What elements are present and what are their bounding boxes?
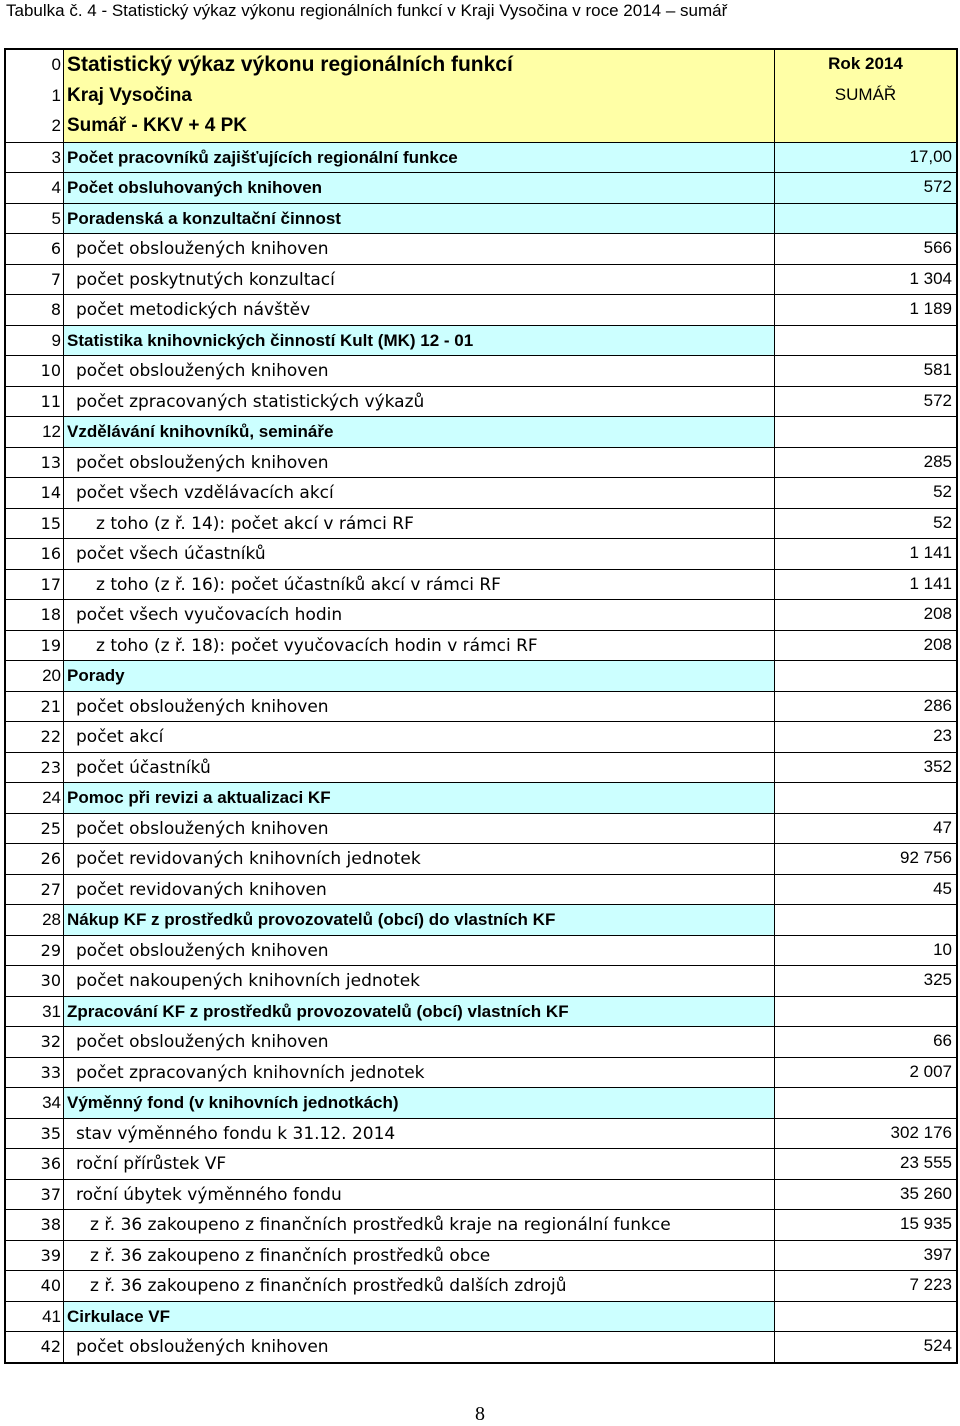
table-row [6, 904, 956, 935]
row-label: počet všech účastníků [76, 544, 266, 564]
table-row [6, 416, 956, 447]
table-row [6, 508, 956, 539]
row-value: 2 007 [774, 1058, 956, 1088]
table-row [6, 81, 956, 112]
row-value: 7 223 [774, 1271, 956, 1301]
table-row [6, 386, 956, 417]
row-number: 31 [6, 997, 64, 1027]
row-value: 1 304 [774, 265, 956, 295]
row-label: počet revidovaných knihoven [76, 879, 327, 900]
row-number: 1 [6, 81, 64, 112]
row-number: 35 [6, 1119, 64, 1149]
row-value [774, 783, 956, 813]
row-label: z ř. 36 zakoupeno z finančních prostředků dalších zdrojů [90, 1276, 567, 1296]
table-row [6, 1087, 956, 1118]
row-number: 38 [6, 1210, 64, 1240]
table-row [6, 477, 956, 508]
row-value: 23 555 [774, 1149, 956, 1179]
row-number: 15 [6, 509, 64, 539]
row-number: 6 [6, 234, 64, 264]
table-row [6, 996, 956, 1027]
row-label: počet nakoupených knihovních jednotek [76, 971, 421, 991]
row-value: 572 [774, 173, 956, 203]
row-label: Výměnný fond (v knihovních jednotkách) [64, 1088, 774, 1118]
table-row [6, 1148, 956, 1179]
table-row [6, 1179, 956, 1210]
row-value: 52 [774, 478, 956, 508]
row-number: 32 [6, 1027, 64, 1057]
row-label: počet všech vzdělávacích akcí [76, 483, 334, 503]
row-value: 572 [774, 387, 956, 417]
row-number: 2 [6, 111, 64, 142]
row-number: 36 [6, 1149, 64, 1179]
row-value: 92 756 [774, 844, 956, 874]
row-label: počet obsloužených knihoven [76, 818, 329, 839]
row-number: 30 [6, 966, 64, 996]
row-label: Počet pracovníků zajišťujících regionální funkce [64, 143, 774, 173]
row-value: 10 [774, 936, 956, 966]
row-label: roční přírůstek VF [76, 1154, 227, 1174]
row-value: 17,00 [774, 143, 956, 173]
row-value: 35 260 [774, 1180, 956, 1210]
row-number: 7 [6, 265, 64, 295]
table-row [6, 203, 956, 234]
row-label: počet metodických návštěv [76, 300, 311, 320]
row-number: 42 [6, 1332, 64, 1362]
row-number: 19 [6, 631, 64, 661]
table-row [6, 874, 956, 905]
statistics-table [4, 48, 958, 1364]
table-row [6, 1057, 956, 1088]
table-row [6, 660, 956, 691]
row-label: Nákup KF z prostředků provozovatelů (obcí) do vlastních KF [64, 905, 774, 935]
row-number: 3 [6, 143, 64, 173]
row-label: počet obsloužených knihoven [76, 940, 329, 961]
row-number: 27 [6, 875, 64, 905]
row-number: 8 [6, 295, 64, 325]
row-number: 39 [6, 1241, 64, 1271]
row-value: 1 141 [774, 570, 956, 600]
table-row [6, 569, 956, 600]
table-row [6, 264, 956, 295]
row-number: 18 [6, 600, 64, 630]
table-row [6, 752, 956, 783]
table-row [6, 721, 956, 752]
table-row [6, 538, 956, 569]
table-row [6, 1270, 956, 1301]
row-number: 12 [6, 417, 64, 447]
row-label: stav výměnného fondu k 31.12. 2014 [76, 1123, 396, 1144]
row-label: Statistika knihovnických činností Kult (MK) 12 - 01 [64, 326, 774, 356]
row-label: počet zpracovaných statistických výkazů [76, 391, 425, 412]
row-number: 9 [6, 326, 64, 356]
row-label: Poradenská a konzultační činnost [64, 204, 774, 234]
row-number: 28 [6, 905, 64, 935]
row-label: počet revidovaných knihovních jednotek [76, 849, 421, 869]
row-value: 286 [774, 692, 956, 722]
row-value: 208 [774, 631, 956, 661]
row-label: počet poskytnutých konzultací [76, 269, 335, 290]
row-value [774, 417, 956, 447]
row-label: počet zpracovaných knihovních jednotek [76, 1062, 425, 1083]
table-row [6, 599, 956, 630]
row-value: 52 [774, 509, 956, 539]
row-label: Kraj Vysočina [64, 81, 774, 112]
row-number: 17 [6, 570, 64, 600]
row-number: 26 [6, 844, 64, 874]
table-row [6, 813, 956, 844]
row-label: z ř. 36 zakoupeno z finančních prostředků kraje na regionální funkce [90, 1215, 671, 1235]
table-row [6, 843, 956, 874]
row-value: 45 [774, 875, 956, 905]
row-value [774, 326, 956, 356]
table-row [6, 447, 956, 478]
table-row [6, 691, 956, 722]
table-row [6, 233, 956, 264]
row-value: 1 189 [774, 295, 956, 325]
row-number: 10 [6, 356, 64, 386]
row-value [774, 1302, 956, 1332]
row-label: počet všech vyučovacích hodin [76, 605, 343, 625]
table-row [6, 50, 956, 81]
row-number: 34 [6, 1088, 64, 1118]
row-number: 4 [6, 173, 64, 203]
row-label: počet obsloužených knihoven [76, 1337, 329, 1357]
row-label: Počet obsluhovaných knihoven [64, 173, 774, 203]
row-label: Statistický výkaz výkonu regionálních funkcí [64, 50, 774, 81]
row-label: Vzdělávání knihovníků, semináře [64, 417, 774, 447]
table-row [6, 142, 956, 173]
row-number: 13 [6, 448, 64, 478]
row-value: 208 [774, 600, 956, 630]
row-number: 24 [6, 783, 64, 813]
table-row [6, 1301, 956, 1332]
table-row [6, 935, 956, 966]
row-value: 581 [774, 356, 956, 386]
row-value [774, 997, 956, 1027]
row-value [774, 1088, 956, 1118]
row-number: 11 [6, 387, 64, 417]
row-value: 285 [774, 448, 956, 478]
row-label: z ř. 36 zakoupeno z finančních prostředků obce [90, 1245, 491, 1266]
row-number: 20 [6, 661, 64, 691]
row-number: 33 [6, 1058, 64, 1088]
row-value: SUMÁŘ [774, 81, 956, 112]
row-value: 302 176 [774, 1119, 956, 1149]
row-number: 14 [6, 478, 64, 508]
row-value [774, 905, 956, 935]
row-number: 22 [6, 722, 64, 752]
row-label: z toho (z ř. 18): počet vyučovacích hodin v rámci RF [96, 635, 538, 656]
row-label: roční úbytek výměnného fondu [76, 1184, 342, 1205]
row-label: počet obsloužených knihoven [76, 696, 329, 717]
row-number: 37 [6, 1180, 64, 1210]
row-label: z toho (z ř. 16): počet účastníků akcí v rámci RF [96, 574, 501, 595]
table-row [6, 1240, 956, 1271]
row-label: počet obsloužených knihoven [76, 452, 329, 473]
row-number: 23 [6, 753, 64, 783]
row-value: 524 [774, 1332, 956, 1362]
row-number: 29 [6, 936, 64, 966]
page-number: 8 [475, 1403, 485, 1425]
row-value [774, 661, 956, 691]
row-value: 325 [774, 966, 956, 996]
row-number: 0 [6, 50, 64, 81]
row-value: 66 [774, 1027, 956, 1057]
row-label: Sumář - KKV + 4 PK [64, 111, 774, 142]
row-number: 25 [6, 814, 64, 844]
table-row [6, 355, 956, 386]
row-number: 40 [6, 1271, 64, 1301]
row-label: počet účastníků [76, 757, 211, 778]
row-value [774, 111, 956, 142]
row-value: 352 [774, 753, 956, 783]
row-label: Porady [64, 661, 774, 691]
row-value: 1 141 [774, 539, 956, 569]
row-label: počet obsloužených knihoven [76, 361, 329, 381]
table-row [6, 965, 956, 996]
row-label: Zpracování KF z prostředků provozovatelů (obcí) vlastních KF [64, 997, 774, 1027]
row-value: 47 [774, 814, 956, 844]
row-number: 21 [6, 692, 64, 722]
row-label: z toho (z ř. 14): počet akcí v rámci RF [96, 513, 414, 534]
table-caption: Tabulka č. 4 - Statistický výkaz výkonu regionálních funkcí v Kraji Vysočina v roce 2014 – sumář [6, 1, 728, 20]
row-label: počet obsloužených knihoven [76, 1032, 329, 1052]
table-row [6, 111, 956, 142]
table-row [6, 1331, 956, 1362]
table-row [6, 1118, 956, 1149]
row-value: 566 [774, 234, 956, 264]
row-value: 397 [774, 1241, 956, 1271]
table-row [6, 782, 956, 813]
row-value: 23 [774, 722, 956, 752]
row-value: Rok 2014 [774, 50, 956, 81]
row-number: 5 [6, 204, 64, 234]
row-value: 15 935 [774, 1210, 956, 1240]
row-label: počet akcí [76, 727, 164, 747]
table-row [6, 1209, 956, 1240]
table-row [6, 1026, 956, 1057]
row-label: Cirkulace VF [64, 1302, 774, 1332]
row-number: 16 [6, 539, 64, 569]
row-label: Pomoc při revizi a aktualizaci KF [64, 783, 774, 813]
table-row [6, 294, 956, 325]
table-row [6, 172, 956, 203]
row-label: počet obsloužených knihoven [76, 239, 329, 259]
table-row [6, 630, 956, 661]
row-value [774, 204, 956, 234]
row-number: 41 [6, 1302, 64, 1332]
table-row [6, 325, 956, 356]
